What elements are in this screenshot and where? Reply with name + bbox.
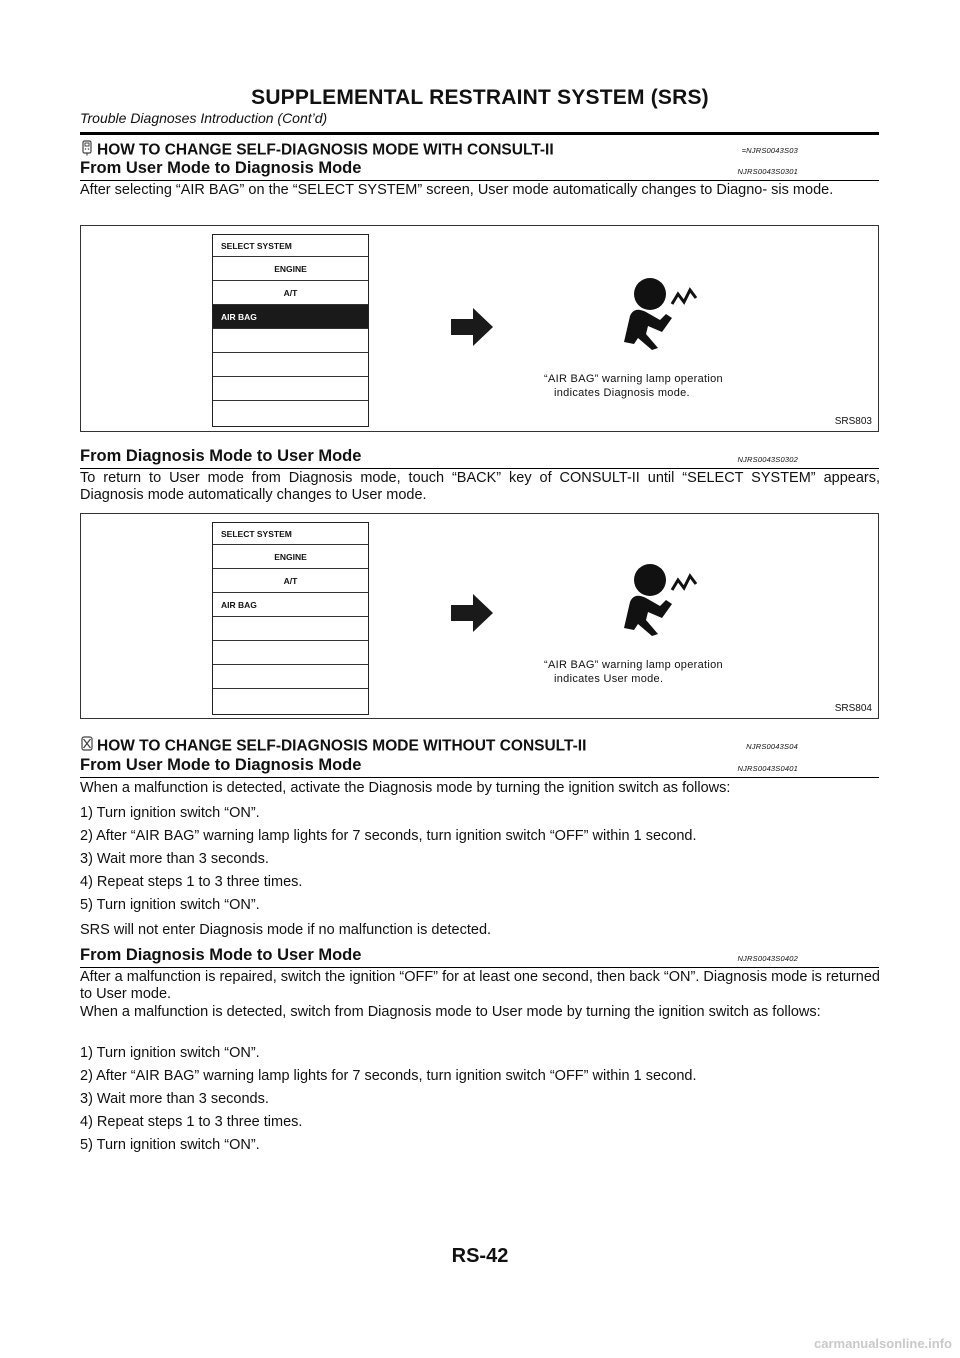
airbag-warning-icon xyxy=(616,562,706,637)
step-item: 4) Repeat steps 1 to 3 three times. xyxy=(80,874,303,890)
menu-empty-row xyxy=(213,617,368,641)
arrow-right-icon xyxy=(451,594,493,632)
figure-code: SRS803 xyxy=(834,416,872,427)
subheading-diagnosis-to-user: From Diagnosis Mode to User Mode NJRS0043S0402 xyxy=(80,946,879,968)
menu-item-at: A/T xyxy=(213,569,368,593)
step-item: 5) Turn ignition switch “ON”. xyxy=(80,1137,260,1153)
no-tool-icon xyxy=(80,736,94,757)
step-item: 4) Repeat steps 1 to 3 three times. xyxy=(80,1114,303,1130)
menu-item-airbag: AIR BAG xyxy=(213,593,368,617)
subheading-user-to-diagnosis: From User Mode to Diagnosis Mode NJRS0043S0301 xyxy=(80,159,879,181)
paragraph: After a malfunction is repaired, switch the ignition “OFF” for at least one second, then back “ON”. Diagnosis mode is returned to User mode. xyxy=(80,969,880,1002)
figure-code: SRS804 xyxy=(834,703,872,714)
header-rule xyxy=(80,132,879,135)
figure-srs804 xyxy=(80,513,879,719)
page-subtitle: Trouble Diagnoses Introduction (Cont’d) xyxy=(80,110,328,126)
step-item: 1) Turn ignition switch “ON”. xyxy=(80,1045,260,1061)
menu-empty-row xyxy=(213,689,368,714)
figure-caption: “AIR BAG” warning lamp operation indicates User mode. xyxy=(544,659,723,685)
figure-caption: “AIR BAG” warning lamp operation indicates Diagnosis mode. xyxy=(544,373,723,399)
menu-item-engine: ENGINE xyxy=(213,545,368,569)
step-item: 3) Wait more than 3 seconds. xyxy=(80,1091,269,1107)
paragraph: When a malfunction is detected, switch from Diagnosis mode to User mode by turning the ignition switch as follows: xyxy=(80,1004,821,1020)
step-item: 2) After “AIR BAG” warning lamp lights for 7 seconds, turn ignition switch “OFF” within 1 second. xyxy=(80,828,697,844)
menu-empty-row xyxy=(213,329,368,353)
arrow-right-icon xyxy=(451,308,493,346)
subheading-user-to-diagnosis: From User Mode to Diagnosis Mode NJRS0043S0401 xyxy=(80,756,879,778)
paragraph: After selecting “AIR BAG” on the “SELECT SYSTEM” screen, User mode automatically changes to Diagno- sis mode. xyxy=(80,182,834,198)
reference-code: NJRS0043S0402 xyxy=(737,954,798,963)
menu-empty-row xyxy=(213,353,368,377)
note-text: SRS will not enter Diagnosis mode if no malfunction is detected. xyxy=(80,922,492,938)
reference-code: =NJRS0043S03 xyxy=(741,146,798,155)
menu-item-engine: ENGINE xyxy=(213,257,368,281)
step-item: 5) Turn ignition switch “ON”. xyxy=(80,897,260,913)
section-heading-with-consult: HOW TO CHANGE SELF-DIAGNOSIS MODE WITH CONSULT-II =NJRS0043S03 xyxy=(80,140,879,161)
paragraph: To return to User mode from Diagnosis mode, touch “BACK” key of CONSULT-II until “SELECT SYSTEM” appears, Diagnosis mode automatically changes to User mode. xyxy=(80,470,880,503)
figure-srs803 xyxy=(80,225,879,432)
menu-empty-row xyxy=(213,401,368,426)
reference-code: NJRS0043S04 xyxy=(746,742,798,751)
menu-item-airbag-selected: AIR BAG xyxy=(213,305,368,329)
menu-title: SELECT SYSTEM xyxy=(213,235,368,257)
step-item: 1) Turn ignition switch “ON”. xyxy=(80,805,260,821)
airbag-warning-icon xyxy=(616,276,706,351)
step-item: 3) Wait more than 3 seconds. xyxy=(80,851,269,867)
menu-item-at: A/T xyxy=(213,281,368,305)
reference-code: NJRS0043S0301 xyxy=(737,167,798,176)
menu-empty-row xyxy=(213,641,368,665)
consult-tool-icon xyxy=(80,140,94,161)
paragraph: When a malfunction is detected, activate the Diagnosis mode by turning the ignition switch as follows: xyxy=(80,780,731,796)
menu-empty-row xyxy=(213,377,368,401)
select-system-menu xyxy=(212,234,369,427)
section-heading-without-consult: HOW TO CHANGE SELF-DIAGNOSIS MODE WITHOUT CONSULT-II NJRS0043S04 xyxy=(80,736,879,757)
subheading-diagnosis-to-user: From Diagnosis Mode to User Mode NJRS0043S0302 xyxy=(80,447,879,469)
menu-title: SELECT SYSTEM xyxy=(213,523,368,545)
select-system-menu xyxy=(212,522,369,715)
menu-empty-row xyxy=(213,665,368,689)
step-item: 2) After “AIR BAG” warning lamp lights for 7 seconds, turn ignition switch “OFF” within 1 second. xyxy=(80,1068,697,1084)
watermark: carmanualsonline.info xyxy=(814,1336,952,1351)
page-number: RS-42 xyxy=(451,1245,509,1267)
reference-code: NJRS0043S0401 xyxy=(737,764,798,773)
reference-code: NJRS0043S0302 xyxy=(737,455,798,464)
page-title: SUPPLEMENTAL RESTRAINT SYSTEM (SRS) xyxy=(251,86,709,109)
